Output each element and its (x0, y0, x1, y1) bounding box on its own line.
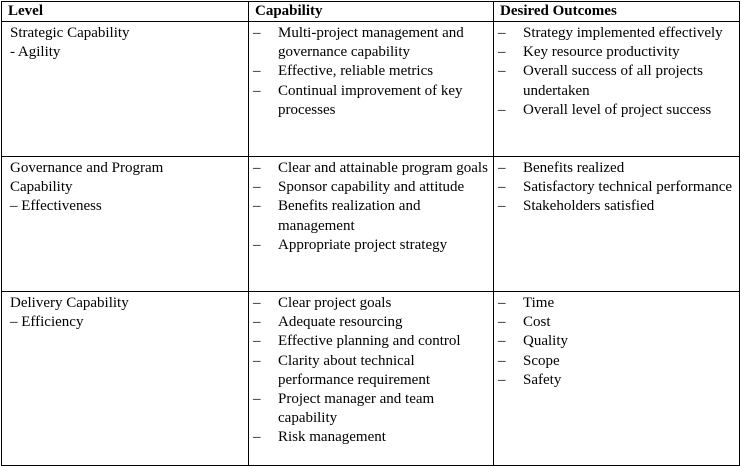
capability-list (253, 294, 489, 448)
level-line: Capability (10, 179, 73, 196)
header-capability: Capability (249, 2, 494, 22)
header-desired-outcomes: Desired Outcomes (494, 2, 740, 22)
list-item: – Satisfactory technical performance (498, 178, 735, 197)
list-item: – Cost (498, 313, 735, 332)
outcomes-cell (494, 22, 740, 157)
list-item: – Clear and attainable program goals (253, 159, 489, 178)
list-item: – Key resource productivity (498, 43, 735, 62)
list-item: – Effective, reliable metrics (253, 62, 489, 81)
capability-cell (249, 22, 494, 157)
level-line: Delivery Capability (10, 295, 129, 311)
list-item: – Benefits realization and management (253, 197, 489, 235)
capability-table (1, 1, 740, 466)
list-item: – Appropriate project strategy (253, 236, 489, 255)
outcomes-list (498, 294, 735, 390)
list-item: – Project manager and team capability (253, 390, 489, 428)
list-item: – Scope (498, 352, 735, 371)
capability-list (253, 159, 489, 255)
list-item: – Stakeholders satisfied (498, 197, 735, 216)
list-item: – Sponsor capability and attitude (253, 178, 489, 197)
capability-cell (249, 157, 494, 292)
list-item: – Clear project goals (253, 294, 489, 313)
list-item: – Safety (498, 371, 735, 390)
capability-list (253, 24, 489, 120)
header-level: Level (2, 2, 249, 22)
list-item: – Time (498, 294, 735, 313)
list-item: – Quality (498, 332, 735, 351)
level-cell (2, 157, 249, 292)
table-row-delivery (2, 292, 740, 466)
level-line: – Efficiency (10, 314, 84, 331)
level-line: – Effectiveness (10, 198, 102, 215)
level-cell (2, 22, 249, 157)
outcomes-list (498, 24, 735, 120)
list-item: – Adequate resourcing (253, 313, 489, 332)
outcomes-cell (494, 292, 740, 466)
list-item: – Continual improvement of key processes (253, 82, 489, 120)
level-cell (2, 292, 249, 466)
level-line: Governance and Program (10, 160, 164, 176)
table-row-strategic (2, 22, 740, 157)
outcomes-cell (494, 157, 740, 292)
header-row (2, 2, 740, 22)
list-item: – Effective planning and control (253, 332, 489, 351)
table-row-governance (2, 157, 740, 292)
level-line: - Agility (10, 44, 61, 61)
list-item: – Strategy implemented effectively (498, 24, 735, 43)
list-item: – Risk management (253, 428, 489, 447)
capability-cell (249, 292, 494, 466)
level-line: Strategic Capability (10, 25, 130, 41)
list-item: – Clarity about technical performance requirement (253, 352, 489, 390)
list-item: – Overall success of all projects undertaken (498, 62, 735, 100)
outcomes-list (498, 159, 735, 217)
list-item: – Overall level of project success (498, 101, 735, 120)
list-item: – Multi-project management and governance capability (253, 24, 489, 62)
list-item: – Benefits realized (498, 159, 735, 178)
